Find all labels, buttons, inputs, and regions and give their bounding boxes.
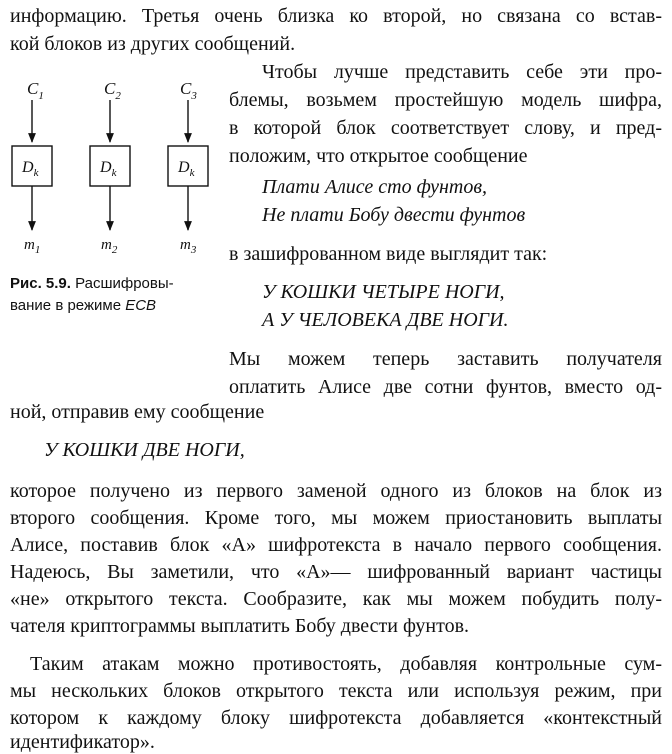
text-line: ной, отправив ему сообщение [10,401,265,423]
ecb-column-2 [90,79,130,256]
text-line: Таким атакам можно противостоять, добавляя контрольные сум- [30,653,662,675]
ecb-decryption-diagram [0,72,225,262]
text-line: в зашифрованном виде выглядит так: [229,243,548,265]
text-line: Мы можем теперь заставить получателя [229,348,662,370]
figure-caption-text: вание в режиме [10,297,126,314]
quote-line: А У ЧЕЛОВЕКА ДВЕ НОГИ. [262,309,509,331]
decrypt-block-label: $D_k$ [178,159,195,179]
text-line: мы нескольких блоков открытого текста или используя режим, при [10,680,662,702]
text-line: Чтобы лучше представить себе эти про- [262,61,662,83]
quote-line: Плати Алисе сто фунтов, [262,176,488,198]
ciphertext-label: $C_1$ [27,79,44,102]
text-line: в которой блок соответствует слову, и пред- [229,117,662,139]
figure-caption [10,273,220,317]
plaintext-label: $m_2$ [101,237,118,256]
text-line: положим, что открытое сообщение [229,145,528,167]
ecb-column-3 [168,79,208,256]
text-line: которое получено из первого заменой одного из блоков на блок из [10,480,662,502]
ciphertext-label: $C_3$ [180,79,197,102]
quote-line: У КОШКИ ЧЕТЫРЕ НОГИ, [262,281,505,303]
quote-line: У КОШКИ ДВЕ НОГИ, [44,439,245,461]
decrypt-block-label: $D_k$ [22,159,39,179]
text-line: оплатить Алисе две сотни фунтов, вместо од- [229,376,662,398]
text-line: информацию. Третья очень близка ко второй, но связана со встав- [10,5,662,27]
text-line: чателя криптограммы выплатить Бобу двести фунтов. [10,615,470,637]
text-line: кой блоков из других сообщений. [10,33,296,55]
ciphertext-label: $C_2$ [104,79,121,102]
figure-caption-mode: ECB [125,297,157,314]
figure-caption-text: Расшифровы- [70,275,174,292]
text-line: идентификатор». [10,731,155,753]
ecb-column-1 [12,79,52,256]
text-line: второго сообщения. Кроме того, мы можем приостановить выплаты [10,507,662,529]
decrypt-block-label: $D_k$ [100,159,117,179]
text-line: «не» открытого текста. Сообразите, как мы можем побудить полу- [10,588,662,610]
plaintext-label: $m_3$ [180,237,197,256]
text-line: Алисе, поставив блок «А» шифротекста в начало первого сообщения. [10,534,662,556]
plaintext-label: $m_1$ [24,237,41,256]
text-line: котором к каждому блоку шифротекста добавляется «контекстный [10,707,662,729]
text-line: Надеюсь, Вы заметили, что «А»— шифрованный вариант частицы [10,561,662,583]
text-line: блемы, возьмем простейшую модель шифра, [229,89,662,111]
figure-caption-label: Рис. 5.9. [10,275,71,292]
quote-line: Не плати Бобу двести фунтов [262,204,526,226]
